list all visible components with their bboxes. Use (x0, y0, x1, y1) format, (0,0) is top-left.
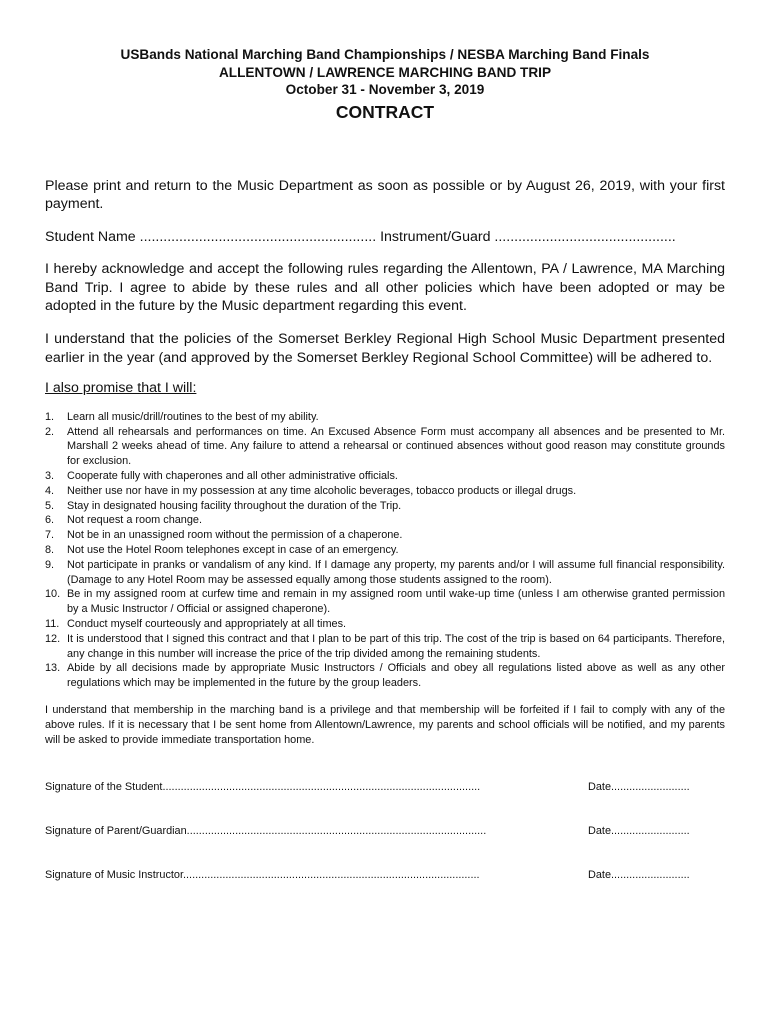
list-item (45, 558, 725, 588)
student-date-label: Date.......................... (588, 781, 690, 794)
rule-text: Neither use nor have in my possession at any time alcoholic beverages, tobacco products or illegal drugs. (67, 484, 577, 497)
header-line-1: USBands National Marching Band Championships / NESBA Marching Band Finals (120, 47, 650, 62)
rule-number: 4. (45, 484, 55, 497)
rule-number: 7. (45, 529, 55, 542)
rule-number: 9. (45, 558, 55, 571)
list-item (45, 513, 725, 528)
rule-number: 2. (45, 425, 55, 438)
rule-number: 6. (45, 514, 55, 527)
instructor-signature-line[interactable] (45, 868, 725, 882)
instructor-signature-label: Signature of Music Instructor.................................................................................................. (45, 869, 480, 882)
list-item (45, 425, 725, 469)
list-item (45, 410, 725, 425)
student-signature-line[interactable] (45, 780, 725, 794)
header-line-2: ALLENTOWN / LAWRENCE MARCHING BAND TRIP (218, 64, 552, 80)
parent-signature-line[interactable] (45, 824, 725, 838)
rules-list (45, 410, 725, 691)
rule-text: Conduct myself courteously and appropriately at all times. (67, 618, 347, 630)
rule-text: It is understood that I signed this contract and that I plan to be part of this trip. The cost of the trip is based on 64 participants. Therefore, any change in this number will increase the price of the trip divided among the remaining students. (67, 632, 725, 660)
rule-text: Not participate in pranks or vandalism of any kind. If I damage any property, my parents and/or I will assume full financial responsibility. (Damage to any Hotel Room may be assessed equally among those students assigned to the room). (67, 558, 725, 586)
header-line-3: October 31 - November 3, 2019 (285, 82, 485, 97)
contract-title: CONTRACT (335, 101, 435, 122)
acknowledge-paragraph: I hereby acknowledge and accept the following rules regarding the Allentown, PA / Lawrence, MA Marching Band Trip. I agree to abide by these rules and all other policies which have been adopted or may be adopted in the future by the Music department regarding this event. (45, 261, 725, 315)
rule-text: Not use the Hotel Room telephones except in case of an emergency. (67, 544, 399, 557)
rule-text: Stay in designated housing facility throughout the duration of the Trip. (67, 499, 402, 512)
list-item (45, 484, 725, 499)
rule-number: 10. (45, 588, 61, 601)
rule-number: 13. (45, 662, 61, 675)
list-item (45, 632, 725, 662)
rule-number: 12. (45, 632, 61, 645)
list-item (45, 499, 725, 514)
list-item (45, 587, 725, 617)
document-header (45, 46, 725, 99)
student-name-line: Student Name ............................................................ Instrument/Guard .............................................. (45, 228, 676, 245)
rule-number: 1. (45, 410, 55, 423)
parent-date-label: Date.......................... (588, 825, 690, 838)
list-item (45, 528, 725, 543)
rule-text: Be in my assigned room at curfew time and remain in my assigned room until wake-up time (unless I am otherwise granted permission by a Music Instructor / Official or assigned chaperone). (67, 588, 725, 616)
rule-text: Attend all rehearsals and performances on time. An Excused Absence Form must accompany all absences and be presented to Mr. Marshall 2 weeks ahead of time. Any failure to attend a rehearsal or continued absences without good reason may constitute grounds for exclusion. (67, 425, 725, 468)
parent-signature-label: Signature of Parent/Guardian................................................................................................... (45, 825, 487, 838)
rule-text: Learn all music/drill/routines to the best of my ability. (67, 410, 319, 423)
instructor-date-label: Date.......................... (588, 869, 690, 882)
rule-text: Not be in an unassigned room without the permission of a chaperone. (67, 529, 403, 542)
intro-paragraph: Please print and return to the Music Department as soon as possible or by August 26, 2019, with your first payment. (45, 177, 725, 213)
rule-text: Abide by all decisions made by appropriate Music Instructors / Officials and obey all regulations listed above as well as any other regulations which may be implemented in the future by the group leaders. (67, 662, 725, 690)
understand-paragraph: I understand that the policies of the Somerset Berkley Regional High School Music Department presented earlier in the year (and approved by the Somerset Berkley Regional School Committee) will be adhered to. (45, 331, 725, 366)
student-signature-label: Signature of the Student......................................................................................................... (45, 781, 481, 794)
rule-number: 5. (45, 499, 55, 512)
rule-text: Cooperate fully with chaperones and all other administrative officials. (67, 470, 398, 483)
promise-heading: I also promise that I will: (45, 380, 197, 397)
rule-text: Not request a room change. (67, 514, 203, 527)
list-item (45, 469, 725, 484)
rule-number: 8. (45, 544, 55, 557)
closing-paragraph: I understand that membership in the marching band is a privilege and that membership will be forfeited if I fail to comply with any of the above rules. If it is necessary that I be sent home from Allentown/Lawrence, my parents and school officials will be notified, and my parents will be asked to provide immediate transportation home. (45, 703, 725, 746)
list-item (45, 617, 725, 632)
rule-number: 3. (45, 470, 55, 483)
list-item (45, 661, 725, 691)
list-item (45, 543, 725, 558)
rule-number: 11. (45, 618, 60, 630)
